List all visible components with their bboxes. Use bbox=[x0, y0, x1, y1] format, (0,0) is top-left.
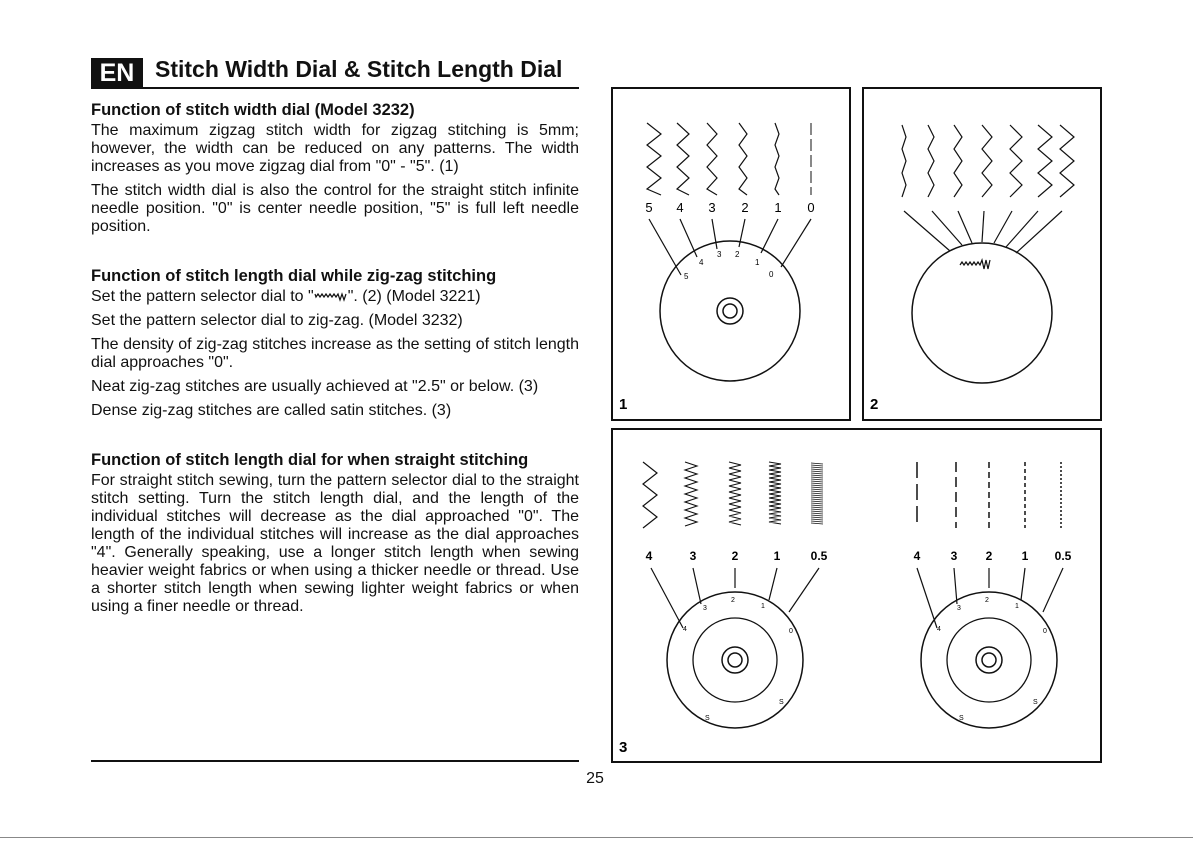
figure-2-zigzag-dial bbox=[862, 87, 1102, 421]
title-rule bbox=[91, 87, 579, 89]
text-column bbox=[91, 98, 579, 622]
figure-1-width-dial bbox=[611, 87, 851, 421]
scale-label: 4 bbox=[645, 549, 653, 563]
scale-label: 0.5 bbox=[810, 549, 828, 563]
section-heading-width-dial: Function of stitch width dial (Model 3232) bbox=[91, 101, 415, 119]
dial-label: 2 bbox=[735, 250, 740, 259]
dial-label: 5 bbox=[684, 272, 689, 281]
dial-label: 0 bbox=[769, 270, 774, 279]
scale-label: 2 bbox=[741, 200, 749, 215]
dial-label: 1 bbox=[755, 258, 760, 267]
language-badge: EN bbox=[91, 58, 143, 88]
scale-label: 3 bbox=[950, 549, 958, 563]
paragraph: The maximum zigzag stitch width for zigzag stitching is 5mm; however, the width can be reduced on any patterns. The width increases as you move zigzag dial from "0" - "5". (1) bbox=[91, 122, 579, 175]
dial-mark: S bbox=[959, 715, 964, 722]
dial-mark: S bbox=[705, 715, 710, 722]
section-heading-length-straight: Function of stitch length dial for when straight stitching bbox=[91, 451, 529, 469]
paragraph: The stitch width dial is also the control for the straight stitch infinite needle position. "0" is center needle position, "5" is full left needle position. bbox=[91, 182, 579, 235]
figure-3-length-dials bbox=[611, 428, 1102, 763]
paragraph: Dense zig-zag stitches are called satin stitches. (3) bbox=[91, 402, 452, 419]
scale-label: 3 bbox=[708, 200, 716, 215]
footer-rule bbox=[91, 760, 579, 762]
dial-label: 1 bbox=[1015, 603, 1019, 610]
scale-label: 5 bbox=[645, 200, 653, 215]
dial-label: 4 bbox=[699, 258, 704, 267]
dial-label: 0 bbox=[1043, 628, 1047, 635]
section-heading-length-zigzag: Function of stitch length dial while zig-zag stitching bbox=[91, 267, 497, 285]
dial-label: 4 bbox=[937, 626, 941, 633]
scale-label: 4 bbox=[676, 200, 684, 215]
paragraph: For straight stitch sewing, turn the pattern selector dial to the straight stitch setting. Turn the stitch length dial, and the length of the individual stitches will decrease as the dial approached "0". The length of the individual stitches will increase as the dial approaches "4". Generally speaking, use a longer stitch length when sewing heavier weight fabrics or when using a thicker needle or thread. Use a shorter stitch length when sewing lighter weight fabrics or when using a finer needle or thread. bbox=[91, 472, 579, 615]
page-title: Stitch Width Dial & Stitch Length Dial bbox=[155, 56, 563, 82]
page-header bbox=[91, 56, 579, 88]
figure-label: 2 bbox=[870, 396, 879, 413]
dial-label: 4 bbox=[683, 626, 687, 633]
scale-label: 2 bbox=[731, 549, 739, 563]
scale-label: 1 bbox=[1021, 549, 1029, 563]
figure-label: 1 bbox=[619, 396, 628, 413]
scale-label: 1 bbox=[773, 549, 781, 563]
page-number: 25 bbox=[586, 770, 604, 787]
paragraph: The density of zig-zag stitches increase as the setting of stitch length dial approaches "0". bbox=[91, 336, 579, 371]
text-fragment: ". (2) (Model 3221) bbox=[347, 288, 481, 305]
paragraph bbox=[91, 288, 579, 306]
scale-label: 0.5 bbox=[1054, 549, 1072, 563]
dial-label: 3 bbox=[957, 605, 961, 612]
scale-label: 2 bbox=[985, 549, 993, 563]
dial-label: 1 bbox=[761, 603, 765, 610]
paragraph: Set the pattern selector dial to zig-zag. (Model 3232) bbox=[91, 312, 463, 329]
dial-label: 3 bbox=[717, 250, 722, 259]
figure-label: 3 bbox=[619, 739, 628, 756]
page-edge bbox=[0, 837, 1193, 838]
scale-label: 4 bbox=[913, 549, 921, 563]
scale-label: 3 bbox=[689, 549, 697, 563]
text-fragment: Set the pattern selector dial to " bbox=[91, 288, 314, 305]
dial-label: 2 bbox=[985, 597, 989, 604]
dial-mark: S bbox=[779, 699, 784, 706]
zigzag-icon bbox=[314, 291, 348, 303]
scale-label: 0 bbox=[807, 200, 815, 215]
dial-label: 3 bbox=[703, 605, 707, 612]
dial-mark: S bbox=[1033, 699, 1038, 706]
dial-label: 2 bbox=[731, 597, 735, 604]
zigzag-icon bbox=[960, 260, 990, 269]
scale-label: 1 bbox=[774, 200, 782, 215]
dial-label: 0 bbox=[789, 628, 793, 635]
paragraph: Neat zig-zag stitches are usually achieved at "2.5" or below. (3) bbox=[91, 378, 539, 395]
